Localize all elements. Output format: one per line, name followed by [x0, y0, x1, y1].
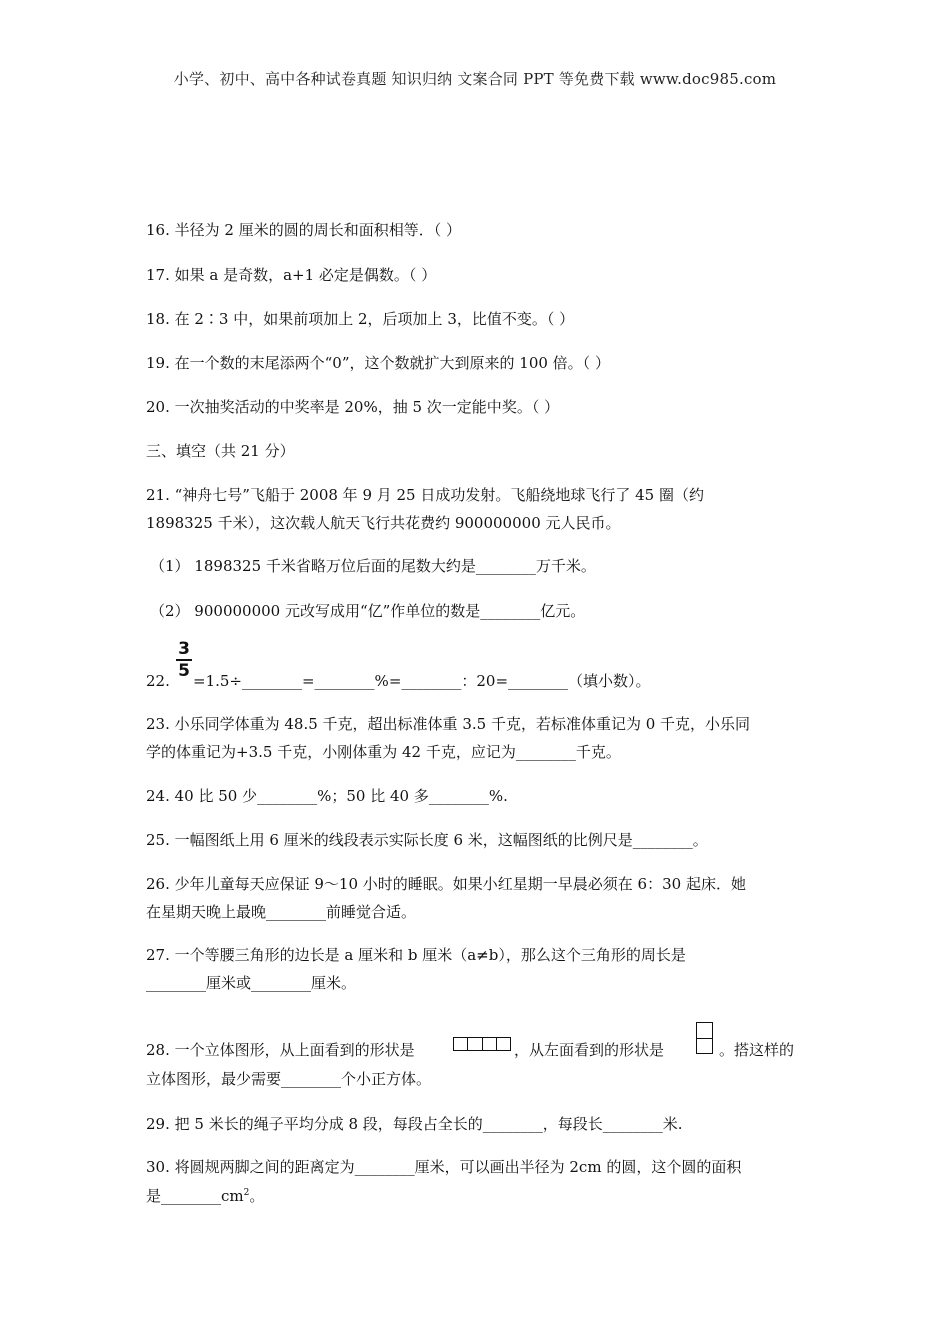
- question-16: 16. 半径为 2 厘米的圆的周长和面积相等．（ ）: [146, 221, 461, 239]
- question-23-line-1: 23. 小乐同学体重为 48.5 千克，超出标准体重 3.5 千克，若标准体重记为 0 千克，小乐同: [146, 715, 751, 733]
- question-30-line-1: 30. 将圆规两脚之间的距离定为________厘米，可以画出半径为 2cm 的圆，这个圆的面积: [146, 1158, 742, 1176]
- question-28-part-b: ，从左面看到的形状是: [514, 1041, 665, 1059]
- question-27-line-1: 27. 一个等腰三角形的边长是 a 厘米和 b 厘米（a≠b），那么这个三角形的周长是: [146, 946, 686, 964]
- question-30-line-2-end: 。: [249, 1187, 265, 1205]
- top-view-shape-icon: [453, 1037, 511, 1051]
- page-header: 小学、初中、高中各种试卷真题 知识归纳 文案合同 PPT 等免费下载 www.doc985.com: [173, 70, 777, 88]
- left-view-shape-icon: [696, 1022, 713, 1054]
- question-28-line-2: 立体图形，最少需要________个小正方体。: [146, 1070, 432, 1088]
- question-17: 17. 如果 a 是奇数，a+1 必定是偶数。（ ）: [146, 266, 437, 284]
- question-25: 25. 一幅图纸上用 6 厘米的线段表示实际长度 6 米，这幅图纸的比例尺是________。: [146, 831, 708, 849]
- question-21-line-2: 1898325 千米），这次载人航天飞行共花费约 900000000 元人民币。: [146, 514, 621, 532]
- question-22-text: =1.5÷________=________%=________：20=________（填小数）。: [193, 672, 651, 690]
- question-19: 19. 在一个数的末尾添两个“0”，这个数就扩大到原来的 100 倍。（ ）: [146, 354, 610, 372]
- section-heading-fill-blank: 三、填空（共 21 分）: [146, 442, 295, 460]
- question-21-part-2: （2） 900000000 元改写成用“亿”作单位的数是________亿元。: [150, 602, 586, 620]
- fraction-numerator: 3: [178, 639, 190, 659]
- question-29: 29. 把 5 米长的绳子平均分成 8 段，每段占全长的________，每段长________米.: [146, 1115, 683, 1133]
- question-24: 24. 40 比 50 少________%；50 比 40 多________%.: [146, 787, 508, 805]
- question-27-line-2: ________厘米或________厘米。: [146, 974, 357, 992]
- question-26-line-1: 26. 少年儿童每天应保证 9～10 小时的睡眠。如果小红星期一早晨必须在 6：30 起床．她: [146, 875, 746, 893]
- fraction-three-fifths: [176, 640, 192, 680]
- question-18: 18. 在 2∶3 中，如果前项加上 2，后项加上 3，比值不变。（ ）: [146, 310, 575, 328]
- question-30-line-2-text: 是________cm: [146, 1187, 244, 1205]
- question-23-line-2: 学的体重记为+3.5 千克，小刚体重为 42 千克，应记为________千克。: [146, 743, 621, 761]
- question-26-line-2: 在星期天晚上最晚________前睡觉合适。: [146, 903, 417, 921]
- question-28-part-c: 。搭这样的: [719, 1041, 795, 1059]
- question-21-part-1: （1） 1898325 千米省略万位后面的尾数大约是________万千米。: [150, 557, 596, 575]
- fraction-denominator: 5: [178, 661, 190, 681]
- question-28-part-a: 28. 一个立体图形，从上面看到的形状是: [146, 1041, 415, 1059]
- question-22-number: 22.: [146, 672, 170, 690]
- superscript-2: 2: [243, 1188, 250, 1198]
- question-21-line-1: 21. “神舟七号”飞船于 2008 年 9 月 25 日成功发射。飞船绕地球飞行了 45 圈（约: [146, 486, 704, 504]
- question-30-line-2: [146, 1185, 826, 1207]
- question-20: 20. 一次抽奖活动的中奖率是 20%，抽 5 次一定能中奖。（ ）: [146, 398, 560, 416]
